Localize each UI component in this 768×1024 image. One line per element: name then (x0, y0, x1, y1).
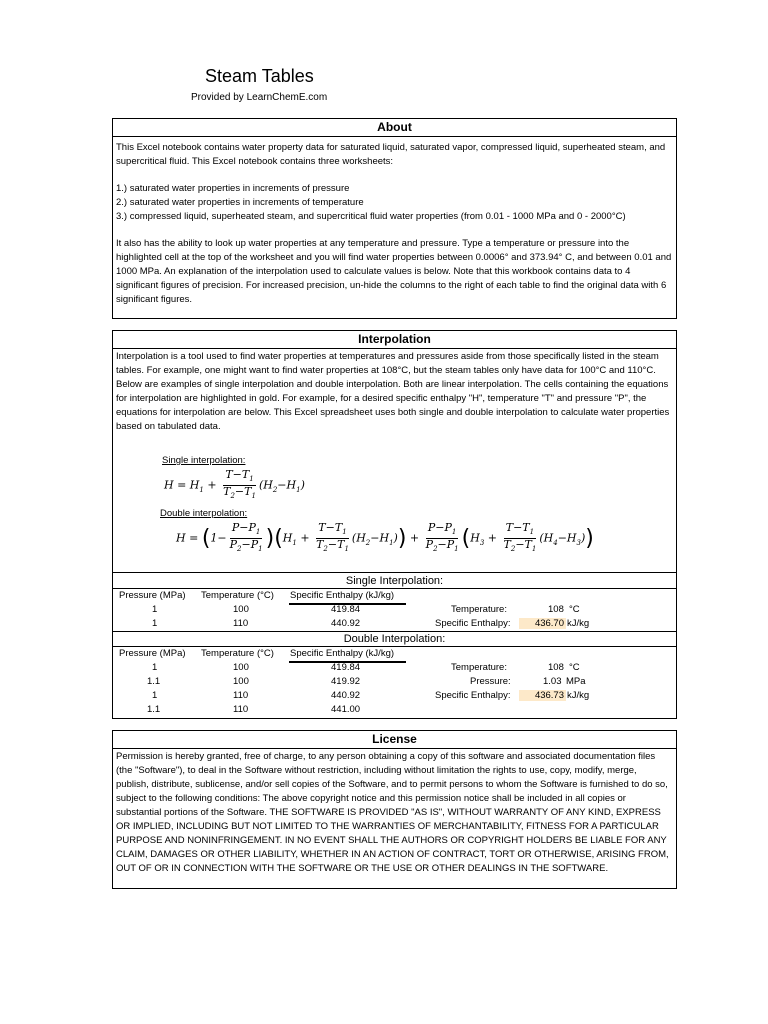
page-subtitle: Provided by LearnChemE.com (191, 92, 328, 103)
table-cell: 1 (152, 662, 158, 673)
table-cell: 100 (233, 604, 249, 615)
enthalpy-label: Specific Enthalpy: (435, 618, 511, 629)
table-cell: 110 (233, 704, 249, 715)
pressure-label: Pressure: (470, 676, 511, 687)
column-header: Specific Enthalpy (kJ/kg) (290, 648, 395, 659)
column-header: Pressure (MPa) (119, 648, 186, 659)
column-header: Specific Enthalpy (kJ/kg) (290, 590, 395, 601)
list-item: 1.) saturated water properties in increments of pressure (116, 183, 350, 194)
enthalpy-unit: kJ/kg (567, 618, 590, 629)
interpolation-heading: Interpolation (113, 331, 676, 349)
about-body: It also has the ability to look up water properties at any temperature and pressure. Type a temperature or pressure into the highlighted cell at the top of the worksheet and you will find water properties between 0.0006° and 373.94° C, and between 0.01 and 1000 MPa. An explanation of the interpolation used to calculate values is below. Note that this workbook contains data to 4 significant figures of precision. For increased precision, un-hide the columns to the right of each table to find the original data with 6 significant figures. (116, 238, 672, 305)
table-cell: 419.84 (331, 662, 361, 673)
table-cell: 1 (152, 690, 158, 701)
double-interpolation-equation: H = (1− $\frac{P-P_1}{P_2-P_1}$ )($H_1$ + $\frac{T-T_1}{T_2-T_1}$ $(H_2-H_1)$) + $\frac{P-P_1}{P_2-P_1}$ ($H_3$ + $\frac{T-T_1}{T_2-T_1}$ $(H_4-H_3)$) (176, 521, 594, 554)
license-heading: License (113, 731, 676, 749)
table-cell: 1 (152, 618, 158, 629)
enthalpy-result: 436.73 (519, 690, 566, 701)
single-interpolation-label: Single interpolation: (162, 455, 246, 466)
temperature-unit: °C (569, 604, 580, 615)
table-cell: 440.92 (331, 690, 361, 701)
single-interpolation-title: Single Interpolation: (345, 575, 444, 587)
table-cell: 1 (152, 604, 158, 615)
temperature-value[interactable]: 108 (548, 604, 564, 615)
enthalpy-unit: kJ/kg (567, 690, 590, 701)
table-cell: 441.00 (331, 704, 361, 715)
worksheet-list (116, 182, 672, 224)
temperature-value[interactable]: 108 (548, 662, 564, 673)
interpolation-section (112, 330, 677, 719)
table-cell: 419.92 (331, 676, 361, 687)
table-cell: 419.84 (331, 604, 361, 615)
temperature-label: Temperature: (451, 662, 507, 673)
table-cell: 1.1 (147, 676, 161, 687)
license-section (112, 730, 677, 889)
interpolation-body: Interpolation is a tool used to find water properties at temperatures and pressures aside from those specifically listed in the steam tables. For example, one might want to find water properties at 108°C, but the steam tables only have data for 100°C and 110°C. Below are examples of single interpolation and double interpolation. Both are linear interpolation. The cells containing the equations for interpolation are highlighted in gold. For example, for a desired specific enthalpy "H", temperature "T" and pressure "P", the equations for interpolation are below. This Excel spreadsheet uses both single and double interpolation to calculate water properties based on tabulated data. (116, 351, 670, 432)
single-interpolation-equation: $H = H_1$ + $\frac{T-T_1}{T_2-T_1}$ $(H_2-H_1)$ (164, 468, 305, 501)
enthalpy-label: Specific Enthalpy: (435, 690, 511, 701)
about-heading: About (113, 119, 676, 137)
enthalpy-result: 436.70 (519, 618, 566, 629)
table-cell: 100 (233, 676, 249, 687)
table-cell: 110 (233, 618, 249, 629)
license-body: Permission is hereby granted, free of charge, to any person obtaining a copy of this software and associated documentation files (the "Software"), to deal in the Software without restriction, including without limitation the rights to use, copy, modify, merge, publish, distribute, sublicense, and/or sell copies of the Software, and to permit persons to whom the Software is furnished to do so, subject to the following conditions: The above copyright notice and this permission notice shall be included in all copies or substantial portions of the Software. THE SOFTWARE IS PROVIDED "AS IS", WITHOUT WARRANTY OF ANY KIND, EXPRESS OR IMPLIED, INCLUDING BUT NOT LIMITED TO THE WARRANTIES OF MERCHANTABILITY, FITNESS FOR A PARTICULAR PURPOSE AND NONINFRINGEMENT. IN NO EVENT SHALL THE AUTHORS OR COPYRIGHT HOLDERS BE LIABLE FOR ANY CLAIM, DAMAGES OR OTHER LIABILITY, WHETHER IN AN ACTION OF CONTRACT, TORT OR OTHERWISE, ARISING FROM, OUT OF OR IN CONNECTION WITH THE SOFTWARE OR THE USE OR OTHER DEALINGS IN THE SOFTWARE. (116, 751, 669, 874)
double-interpolation-title: Double Interpolation: (343, 633, 446, 645)
temperature-label: Temperature: (451, 604, 507, 615)
double-interpolation-label: Double interpolation: (160, 508, 248, 519)
list-item: 2.) saturated water properties in increments of temperature (116, 197, 364, 208)
table-cell: 100 (233, 662, 249, 673)
table-cell: 1.1 (147, 704, 161, 715)
about-intro: This Excel notebook contains water property data for saturated liquid, saturated vapor, compressed liquid, superheated steam, and supercritical fluid. This Excel notebook contains three worksheets: (116, 142, 666, 167)
pressure-unit: MPa (566, 676, 586, 687)
column-header: Temperature (°C) (201, 590, 274, 601)
list-item: 3.) compressed liquid, superheated steam, and supercritical fluid water properties (from 0.01 - 1000 MPa and 0 - 2000°C) (116, 211, 626, 222)
table-cell: 110 (233, 690, 249, 701)
temperature-unit: °C (569, 662, 580, 673)
table-cell: 440.92 (331, 618, 361, 629)
column-header: Pressure (MPa) (119, 590, 186, 601)
page-title: Steam Tables (205, 66, 314, 86)
pressure-value[interactable]: 1.03 (543, 676, 562, 687)
about-section (112, 118, 677, 319)
column-header: Temperature (°C) (201, 648, 274, 659)
